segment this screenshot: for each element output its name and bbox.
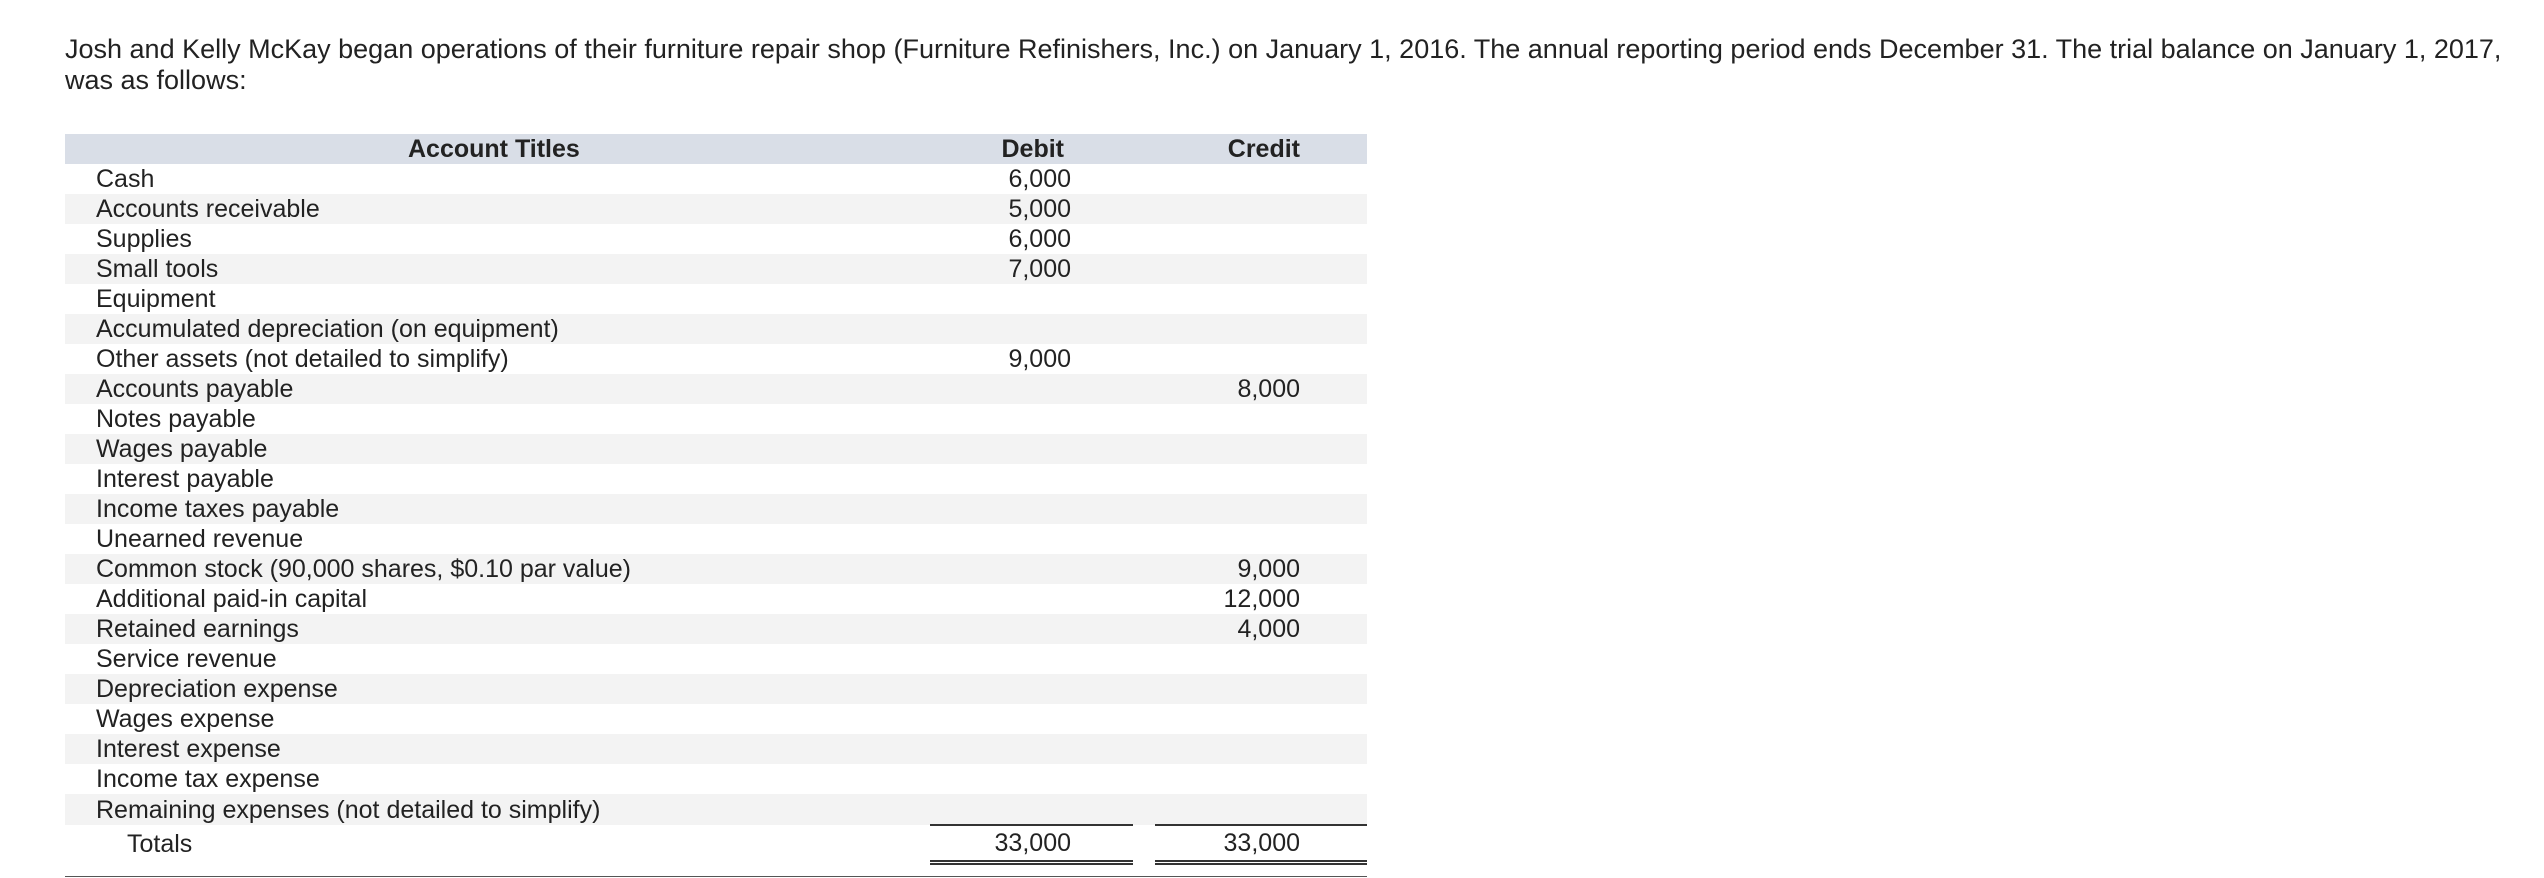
table-row <box>65 644 1367 674</box>
account-name: Depreciation expense <box>65 674 930 704</box>
credit-amount: 12,000 <box>1155 584 1367 614</box>
table-row <box>65 434 1367 464</box>
table-row <box>65 314 1367 344</box>
header-account-titles: Account Titles <box>65 134 930 164</box>
gap-cell <box>1133 764 1155 794</box>
account-name: Wages payable <box>65 434 930 464</box>
credit-amount <box>1155 734 1367 764</box>
gap-cell <box>1133 524 1155 554</box>
table-row <box>65 794 1367 825</box>
credit-amount <box>1155 224 1367 254</box>
account-name: Other assets (not detailed to simplify) <box>65 344 930 374</box>
header-gap <box>1133 134 1155 164</box>
debit-amount <box>930 674 1133 704</box>
totals-label: Totals <box>65 825 930 863</box>
credit-amount <box>1155 674 1367 704</box>
gap-cell <box>1133 644 1155 674</box>
credit-amount: 4,000 <box>1155 614 1367 644</box>
gap-cell <box>1133 164 1155 194</box>
table-row <box>65 404 1367 434</box>
account-name: Interest payable <box>65 464 930 494</box>
debit-amount <box>930 644 1133 674</box>
trial-balance-table <box>65 134 1367 865</box>
credit-amount: 9,000 <box>1155 554 1367 584</box>
gap-cell <box>1133 584 1155 614</box>
account-name: Accounts receivable <box>65 194 930 224</box>
account-name: Retained earnings <box>65 614 930 644</box>
total-credit: 33,000 <box>1155 825 1367 863</box>
gap-cell <box>1133 674 1155 704</box>
debit-amount <box>930 404 1133 434</box>
credit-amount <box>1155 494 1367 524</box>
table-row <box>65 374 1367 404</box>
table-row <box>65 194 1367 224</box>
credit-amount <box>1155 434 1367 464</box>
table-row <box>65 764 1367 794</box>
table-row <box>65 224 1367 254</box>
gap-cell <box>1133 794 1155 825</box>
gap-cell <box>1133 554 1155 584</box>
table-row <box>65 584 1367 614</box>
account-name: Remaining expenses (not detailed to simplify) <box>65 794 930 825</box>
debit-amount <box>930 554 1133 584</box>
table-row <box>65 734 1367 764</box>
header-debit: Debit <box>930 134 1133 164</box>
account-name: Small tools <box>65 254 930 284</box>
debit-amount <box>930 794 1133 825</box>
gap-cell <box>1133 734 1155 764</box>
credit-amount <box>1155 764 1367 794</box>
table-row <box>65 524 1367 554</box>
table-row <box>65 464 1367 494</box>
account-name: Equipment <box>65 284 930 314</box>
credit-amount <box>1155 254 1367 284</box>
debit-amount: 6,000 <box>930 164 1133 194</box>
gap-cell <box>1133 614 1155 644</box>
account-name: Cash <box>65 164 930 194</box>
debit-amount <box>930 764 1133 794</box>
debit-amount <box>930 704 1133 734</box>
account-name: Accounts payable <box>65 374 930 404</box>
account-name: Income tax expense <box>65 764 930 794</box>
account-name: Additional paid-in capital <box>65 584 930 614</box>
credit-amount <box>1155 644 1367 674</box>
debit-amount <box>930 284 1133 314</box>
gap-cell <box>1133 464 1155 494</box>
debit-amount: 7,000 <box>930 254 1133 284</box>
gap-cell <box>1133 194 1155 224</box>
account-name: Income taxes payable <box>65 494 930 524</box>
account-name: Accumulated depreciation (on equipment) <box>65 314 930 344</box>
debit-amount <box>930 434 1133 464</box>
intro-paragraph: Josh and Kelly McKay began operations of their furniture repair shop (Furniture Refinishers, Inc.) on January 1, 2016. The annual reporting period ends December 31. The trial balance on January 1, 2017, was as follows: <box>65 34 2502 95</box>
gap-cell <box>1133 374 1155 404</box>
credit-amount <box>1155 524 1367 554</box>
gap-cell <box>1133 314 1155 344</box>
account-name: Common stock (90,000 shares, $0.10 par value) <box>65 554 930 584</box>
debit-amount: 5,000 <box>930 194 1133 224</box>
gap-cell <box>1133 494 1155 524</box>
account-name: Wages expense <box>65 704 930 734</box>
credit-amount <box>1155 194 1367 224</box>
table-row <box>65 284 1367 314</box>
table-row <box>65 254 1367 284</box>
gap-cell <box>1133 254 1155 284</box>
debit-amount <box>930 734 1133 764</box>
table-row <box>65 614 1367 644</box>
credit-amount <box>1155 284 1367 314</box>
gap-cell <box>1133 344 1155 374</box>
gap-cell <box>1133 284 1155 314</box>
totals-row <box>65 825 1367 863</box>
debit-amount <box>930 374 1133 404</box>
credit-amount <box>1155 164 1367 194</box>
credit-amount <box>1155 404 1367 434</box>
debit-amount: 9,000 <box>930 344 1133 374</box>
account-name: Interest expense <box>65 734 930 764</box>
gap-cell <box>1133 404 1155 434</box>
table-row <box>65 704 1367 734</box>
account-name: Notes payable <box>65 404 930 434</box>
account-name: Service revenue <box>65 644 930 674</box>
header-credit: Credit <box>1155 134 1367 164</box>
debit-amount <box>930 614 1133 644</box>
debit-amount <box>930 494 1133 524</box>
credit-amount <box>1155 704 1367 734</box>
table-header-row <box>65 134 1367 164</box>
table-row <box>65 494 1367 524</box>
credit-amount <box>1155 464 1367 494</box>
credit-amount: 8,000 <box>1155 374 1367 404</box>
table-row <box>65 674 1367 704</box>
gap-cell <box>1133 704 1155 734</box>
table-row <box>65 164 1367 194</box>
bottom-divider <box>65 876 1367 877</box>
account-name: Supplies <box>65 224 930 254</box>
gap-cell <box>1133 434 1155 464</box>
credit-amount <box>1155 794 1367 825</box>
credit-amount <box>1155 314 1367 344</box>
account-name: Unearned revenue <box>65 524 930 554</box>
debit-amount <box>930 584 1133 614</box>
total-debit: 33,000 <box>930 825 1133 863</box>
gap-cell <box>1133 224 1155 254</box>
credit-amount <box>1155 344 1367 374</box>
debit-amount <box>930 464 1133 494</box>
debit-amount <box>930 314 1133 344</box>
table-row <box>65 344 1367 374</box>
table-row <box>65 554 1367 584</box>
gap-cell <box>1133 825 1155 863</box>
debit-amount: 6,000 <box>930 224 1133 254</box>
debit-amount <box>930 524 1133 554</box>
